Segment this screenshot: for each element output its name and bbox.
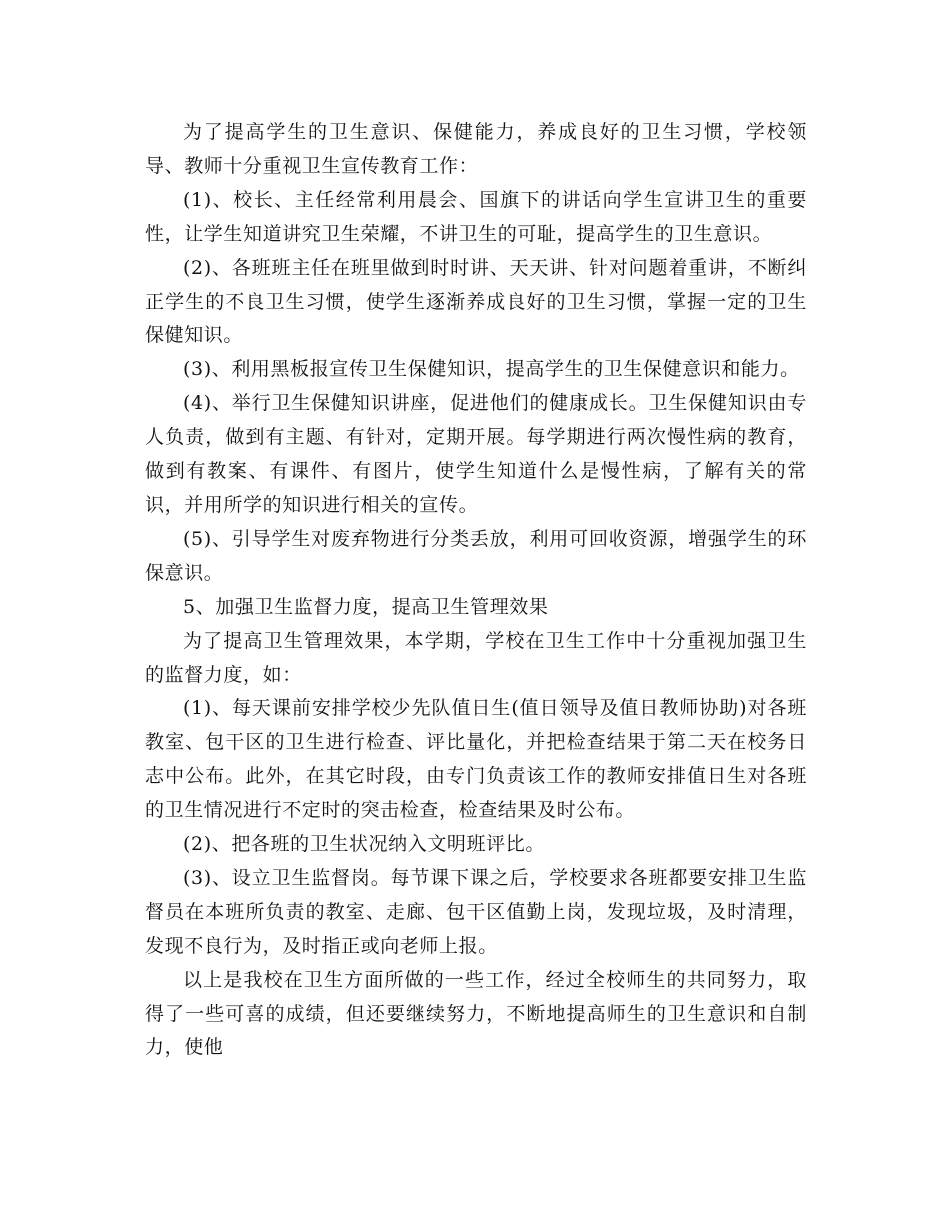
paragraph-item-2: (2)、各班班主任在班里做到时时讲、天天讲、针对问题着重讲，不断纠正学生的不良卫生习惯，使学生逐渐养成良好的卫生习惯，掌握一定的卫生保健知识。	[145, 256, 807, 347]
paragraph-supervision-intro: 为了提高卫生管理效果，本学期，学校在卫生工作中十分重视加强卫生的监督力度，如：	[145, 629, 807, 686]
paragraph-supervision-3: (3)、设立卫生监督岗。每节课下课之后，学校要求各班都要安排卫生监督员在本班所负责的教室、走廊、包干区值勤上岗，发现垃圾，及时清理，发现不良行为，及时指正或向老师上报。	[145, 866, 807, 957]
paragraph-supervision-2: (2)、把各班的卫生状况纳入文明班评比。	[183, 833, 545, 856]
paragraph-conclusion: 以上是我校在卫生方面所做的一些工作，经过全校师生的共同努力，取得了一些可喜的成绩，但还要继续努力，不断地提高师生的卫生意识和自制力，使他	[145, 968, 807, 1059]
section-heading-5: 5、加强卫生监督力度，提高卫生管理效果	[183, 595, 549, 618]
document-body	[145, 116, 807, 1065]
paragraph-supervision-1: (1)、每天课前安排学校少先队值日生(值日领导及值日教师协助)对各班教室、包干区的卫生进行检查、评比量化，并把检查结果于第二天在校务日志中公布。此外，在其它时段，由专门负责该工作的教师安排值日生对各班的卫生情况进行不定时的突击检查，检查结果及时公布。	[145, 697, 807, 822]
paragraph-intro: 为了提高学生的卫生意识、保健能力，养成良好的卫生习惯，学校领导、教师十分重视卫生宣传教育工作：	[145, 121, 807, 177]
paragraph-item-3: (3)、利用黑板报宣传卫生保健知识，提高学生的卫生保健意识和能力。	[183, 358, 800, 381]
paragraph-item-1: (1)、校长、主任经常利用晨会、国旗下的讲话向学生宣讲卫生的重要性，让学生知道讲究卫生荣耀，不讲卫生的可耻，提高学生的卫生意识。	[145, 188, 807, 245]
paragraph-item-5: (5)、引导学生对废弃物进行分类丢放，利用可回收资源，增强学生的环保意识。	[145, 527, 807, 584]
paragraph-item-4: (4)、举行卫生保健知识讲座，促进他们的健康成长。卫生保健知识由专人负责，做到有主题、有针对，定期开展。每学期进行两次慢性病的教育，做到有教案、有课件、有图片，使学生知道什么是慢性病，了解有关的常识，并用所学的知识进行相关的宣传。	[145, 392, 807, 516]
